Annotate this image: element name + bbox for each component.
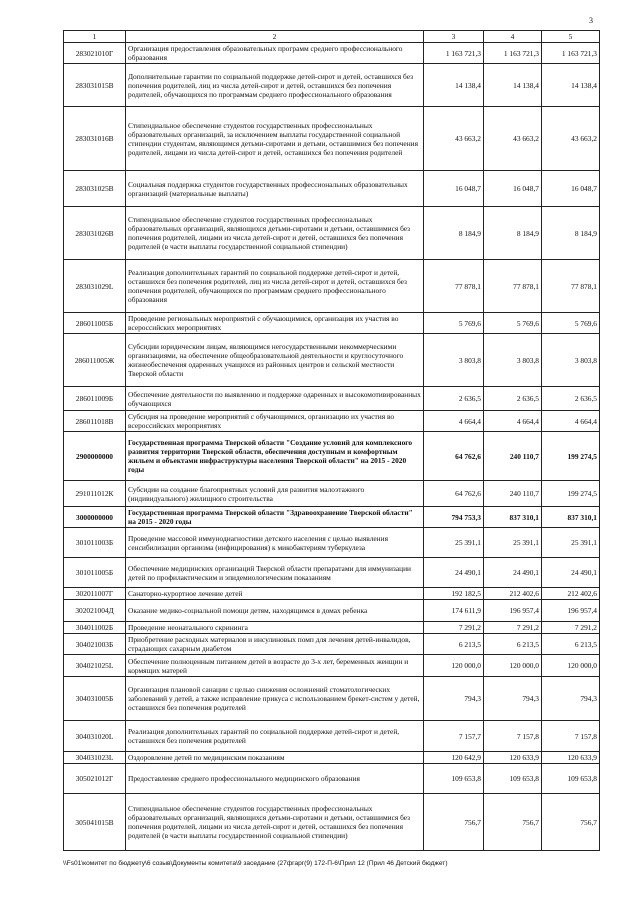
row-description: Субсидия на проведение мероприятий с обучающимися, организацию их участия во всероссийских мероприятиях	[126, 411, 424, 432]
row-description: Оздоровление детей по медицинским показаниям	[126, 752, 424, 764]
table-row	[64, 634, 600, 655]
row-value-col5: 109 653,8	[542, 764, 600, 794]
row-value-col5: 2 636,5	[542, 387, 600, 411]
row-value-col3: 2 636,5	[424, 387, 484, 411]
row-description: Санаторно-курортное лечение детей	[126, 588, 424, 600]
row-value-col5: 16 048,7	[542, 171, 600, 207]
row-code: 283031015В	[64, 64, 126, 107]
row-value-col4: 5 769,6	[484, 313, 542, 334]
row-code: 286011018В	[64, 411, 126, 432]
row-value-col4: 16 048,7	[484, 171, 542, 207]
row-description: Проведение региональных мероприятий с обучающимися, организация их участия во всероссийских мероприятиях	[126, 313, 424, 334]
table-row	[64, 528, 600, 558]
row-description: Стипендиальное обеспечение студентов государственных профессиональных образовательных организаций, являющихся детьми-сиротами и детьми, оставшимися без попечения родителей, лицами из числа детей-сирот и детей, оставшихся без попечения родителей (в части выплаты государственной социальной стипендии)	[126, 207, 424, 260]
row-value-col3: 756,7	[424, 794, 484, 851]
row-value-col3: 43 663,2	[424, 107, 484, 171]
row-value-col3: 77 878,1	[424, 260, 484, 313]
row-value-col3: 25 391,1	[424, 528, 484, 558]
row-description: Государственная программа Тверской области "Создание условий для комплексного развития территории Тверской области, обеспечения доступным и комфортным жильем и объектами инфраструктуры населения Тверской области" на 2015 - 2020 годы	[126, 432, 424, 481]
row-value-col3: 3 803,8	[424, 334, 484, 387]
table-row	[64, 677, 600, 721]
row-value-col3: 794,3	[424, 677, 484, 721]
row-code: 3000000000	[64, 507, 126, 528]
row-description: Социальная поддержка студентов государственных профессиональных образовательных организаций (материальные выплаты)	[126, 171, 424, 207]
row-value-col4: 109 653,8	[484, 764, 542, 794]
row-value-col4: 6 213,5	[484, 634, 542, 655]
row-value-col5: 25 391,1	[542, 528, 600, 558]
row-value-col3: 64 762,6	[424, 432, 484, 481]
row-value-col3: 14 138,4	[424, 64, 484, 107]
row-value-col4: 240 110,7	[484, 432, 542, 481]
row-value-col4: 756,7	[484, 794, 542, 851]
row-value-col3: 8 184,9	[424, 207, 484, 260]
header-col-5: 5	[542, 31, 600, 43]
row-description: Субсидии на создание благоприятных условий для развития малоэтажного (индивидуального) жилищного строительства	[126, 481, 424, 507]
row-description: Приобретение расходных материалов и инсулиновых помп для лечения детей-инвалидов, страдающих сахарным диабетом	[126, 634, 424, 655]
table-row	[64, 107, 600, 171]
row-value-col5: 212 402,6	[542, 588, 600, 600]
row-value-col5: 77 878,1	[542, 260, 600, 313]
row-value-col5: 794,3	[542, 677, 600, 721]
row-value-col4: 7 157,8	[484, 721, 542, 752]
row-code: 283031016В	[64, 107, 126, 171]
row-value-col4: 24 490,1	[484, 558, 542, 588]
table-row	[64, 507, 600, 528]
row-value-col5: 1 163 721,3	[542, 43, 600, 64]
row-value-col3: 794 753,3	[424, 507, 484, 528]
row-code: 304031023L	[64, 752, 126, 764]
row-description: Предоставление среднего профессионального медицинского образования	[126, 764, 424, 794]
row-value-col3: 16 048,7	[424, 171, 484, 207]
row-code: 286011009Б	[64, 387, 126, 411]
row-value-col4: 3 803,8	[484, 334, 542, 387]
table-row	[64, 764, 600, 794]
row-code: 286011005Ж	[64, 334, 126, 387]
row-value-col3: 24 490,1	[424, 558, 484, 588]
row-code: 304011002Б	[64, 622, 126, 634]
row-value-col5: 199 274,5	[542, 481, 600, 507]
row-value-col5: 199 274,5	[542, 432, 600, 481]
row-value-col4: 196 957,4	[484, 600, 542, 622]
row-value-col3: 5 769,6	[424, 313, 484, 334]
header-col-2: 2	[126, 31, 424, 43]
row-value-col4: 7 291,2	[484, 622, 542, 634]
row-value-col4: 43 663,2	[484, 107, 542, 171]
row-description: Государственная программа Тверской области "Здравоохранение Тверской области" на 2015 - 2020 годы	[126, 507, 424, 528]
row-value-col5: 196 957,4	[542, 600, 600, 622]
table-row	[64, 794, 600, 851]
table-row	[64, 481, 600, 507]
row-value-col5: 8 184,9	[542, 207, 600, 260]
row-value-col4: 77 878,1	[484, 260, 542, 313]
row-value-col3: 120 642,9	[424, 752, 484, 764]
row-description: Обеспечение деятельности по выявлению и поддержке одаренных и высокомотивированных обучающихся	[126, 387, 424, 411]
row-code: 304031005Б	[64, 677, 126, 721]
table-row	[64, 622, 600, 634]
row-value-col3: 109 653,8	[424, 764, 484, 794]
row-value-col4: 794,3	[484, 677, 542, 721]
row-value-col4: 14 138,4	[484, 64, 542, 107]
row-code: 301011005Б	[64, 558, 126, 588]
row-code: 283031025В	[64, 171, 126, 207]
table-row	[64, 334, 600, 387]
row-value-col5: 14 138,4	[542, 64, 600, 107]
page-number: 3	[589, 16, 593, 25]
table-row	[64, 432, 600, 481]
row-value-col3: 7 291,2	[424, 622, 484, 634]
row-code: 291011012К	[64, 481, 126, 507]
row-code: 301011003Б	[64, 528, 126, 558]
row-description: Обеспечение медицинских организаций Тверской области препаратами для иммунизации детей по профилактическим и эпидемиологическим показаниям	[126, 558, 424, 588]
row-value-col3: 192 182,5	[424, 588, 484, 600]
budget-table-body	[64, 31, 600, 851]
row-description: Реализация дополнительных гарантий по социальной поддержке детей-сирот и детей, оставшихся без попечения родителей	[126, 721, 424, 752]
row-description: Обеспечение полноценным питанием детей в возрасте до 3-х лет, беременных женщин и кормящих матерей	[126, 655, 424, 677]
table-row	[64, 558, 600, 588]
row-value-col5: 7 291,2	[542, 622, 600, 634]
row-value-col5: 756,7	[542, 794, 600, 851]
row-description: Реализация дополнительных гарантий по социальной поддержке детей-сирот и детей, оставшихся без попечения родителей, лиц из числа детей-сирот и детей, оставшихся без попечения родителей, обучающихся по программам среднего профессионального образования	[126, 260, 424, 313]
row-value-col4: 2 636,5	[484, 387, 542, 411]
row-code: 286011005Б	[64, 313, 126, 334]
row-code: 305041015В	[64, 794, 126, 851]
row-code: 304021003Б	[64, 634, 126, 655]
table-row	[64, 721, 600, 752]
row-description: Проведение неонатального скрининга	[126, 622, 424, 634]
table-row	[64, 260, 600, 313]
table-row	[64, 600, 600, 622]
table-row	[64, 752, 600, 764]
table-row	[64, 43, 600, 64]
table-row	[64, 655, 600, 677]
row-description: Оказание медико-социальной помощи детям, находящимся в домах ребенка	[126, 600, 424, 622]
row-value-col4: 120 000,0	[484, 655, 542, 677]
row-description: Организация предоставления образовательных программ среднего профессионального образования	[126, 43, 424, 64]
row-code: 283031029L	[64, 260, 126, 313]
row-code: 283031026В	[64, 207, 126, 260]
row-value-col5: 7 157,8	[542, 721, 600, 752]
table-row	[64, 171, 600, 207]
document-footer-path: \\Fs01\комитет по бюджету\6 созыв\Документы комитета\9 заседание (27фгарг(9) 172-П-6\Прил 12 (Прил 46 Детский бюджет)	[63, 860, 448, 867]
row-code: 304021025L	[64, 655, 126, 677]
header-col-4: 4	[484, 31, 542, 43]
row-value-col5: 3 803,8	[542, 334, 600, 387]
row-value-col3: 4 664,4	[424, 411, 484, 432]
header-col-1: 1	[64, 31, 126, 43]
row-value-col4: 8 184,9	[484, 207, 542, 260]
row-description: Стипендиальное обеспечение студентов государственных профессиональных образовательных организаций, являющихся детьми-сиротами и детьми, оставшимися без попечения родителей, лицами из числа детей-сирот и детей, оставшихся без попечения родителей (в части выплаты государственной социальной стипендии)	[126, 794, 424, 851]
table-header-row	[64, 31, 600, 43]
row-value-col4: 120 633,9	[484, 752, 542, 764]
table-row	[64, 588, 600, 600]
row-value-col4: 4 664,4	[484, 411, 542, 432]
row-value-col3: 174 611,9	[424, 600, 484, 622]
row-value-col3: 1 163 721,3	[424, 43, 484, 64]
row-code: 304031020L	[64, 721, 126, 752]
row-code: 302021004Д	[64, 600, 126, 622]
row-value-col4: 1 163 721,3	[484, 43, 542, 64]
row-value-col5: 5 769,6	[542, 313, 600, 334]
table-row	[64, 64, 600, 107]
table-row	[64, 207, 600, 260]
row-value-col5: 120 633,9	[542, 752, 600, 764]
row-value-col3: 6 213,5	[424, 634, 484, 655]
row-value-col3: 64 762,6	[424, 481, 484, 507]
table-row	[64, 411, 600, 432]
row-code: 2900000000	[64, 432, 126, 481]
row-description: Проведение массовой иммунодиагностики детского населения с целью выявления сенсибилизации организма (инфицирования) к микобактериям туберкулеза	[126, 528, 424, 558]
row-value-col5: 43 663,2	[542, 107, 600, 171]
row-value-col5: 120 000,0	[542, 655, 600, 677]
row-code: 302011007Г	[64, 588, 126, 600]
row-code: 305021012Г	[64, 764, 126, 794]
header-col-3: 3	[424, 31, 484, 43]
row-value-col3: 7 157,7	[424, 721, 484, 752]
budget-table	[63, 30, 600, 851]
row-description: Субсидии юридическим лицам, являющимся негосударственными некоммерческими организациями, на обеспечение общеобразовательной деятельности и круглосуточного жизнеобеспечения одаренных учащихся из районных центров и сельской местности Тверской области	[126, 334, 424, 387]
table-row	[64, 313, 600, 334]
row-value-col4: 25 391,1	[484, 528, 542, 558]
row-value-col5: 24 490,1	[542, 558, 600, 588]
row-description: Стипендиальное обеспечение студентов государственных профессиональных образовательных организаций, за исключением выплаты государственной социальной стипендии студентам, являющимся детьми-сиротами и детьми, оставшимися без попечения родителей, лицами из числа детей-сирот и детей, оставшихся без попечения родителей	[126, 107, 424, 171]
row-value-col5: 4 664,4	[542, 411, 600, 432]
row-description: Организация плановой санации с целью снижения осложнений стоматологических заболеваний у детей, а также исправление прикуса с использованием брекет-систем у детей, оставшихся без попечения родителей	[126, 677, 424, 721]
table-row	[64, 387, 600, 411]
row-value-col3: 120 000,0	[424, 655, 484, 677]
row-value-col5: 837 310,1	[542, 507, 600, 528]
row-value-col4: 837 310,1	[484, 507, 542, 528]
row-code: 283021010Г	[64, 43, 126, 64]
row-description: Дополнительные гарантии по социальной поддержке детей-сирот и детей, оставшихся без попечения родителей, лиц из числа детей-сирот и детей, оставшихся без попечения родителей, обучающихся по программам среднего профессионального образования	[126, 64, 424, 107]
row-value-col4: 212 402,6	[484, 588, 542, 600]
row-value-col5: 6 213,5	[542, 634, 600, 655]
row-value-col4: 240 110,7	[484, 481, 542, 507]
